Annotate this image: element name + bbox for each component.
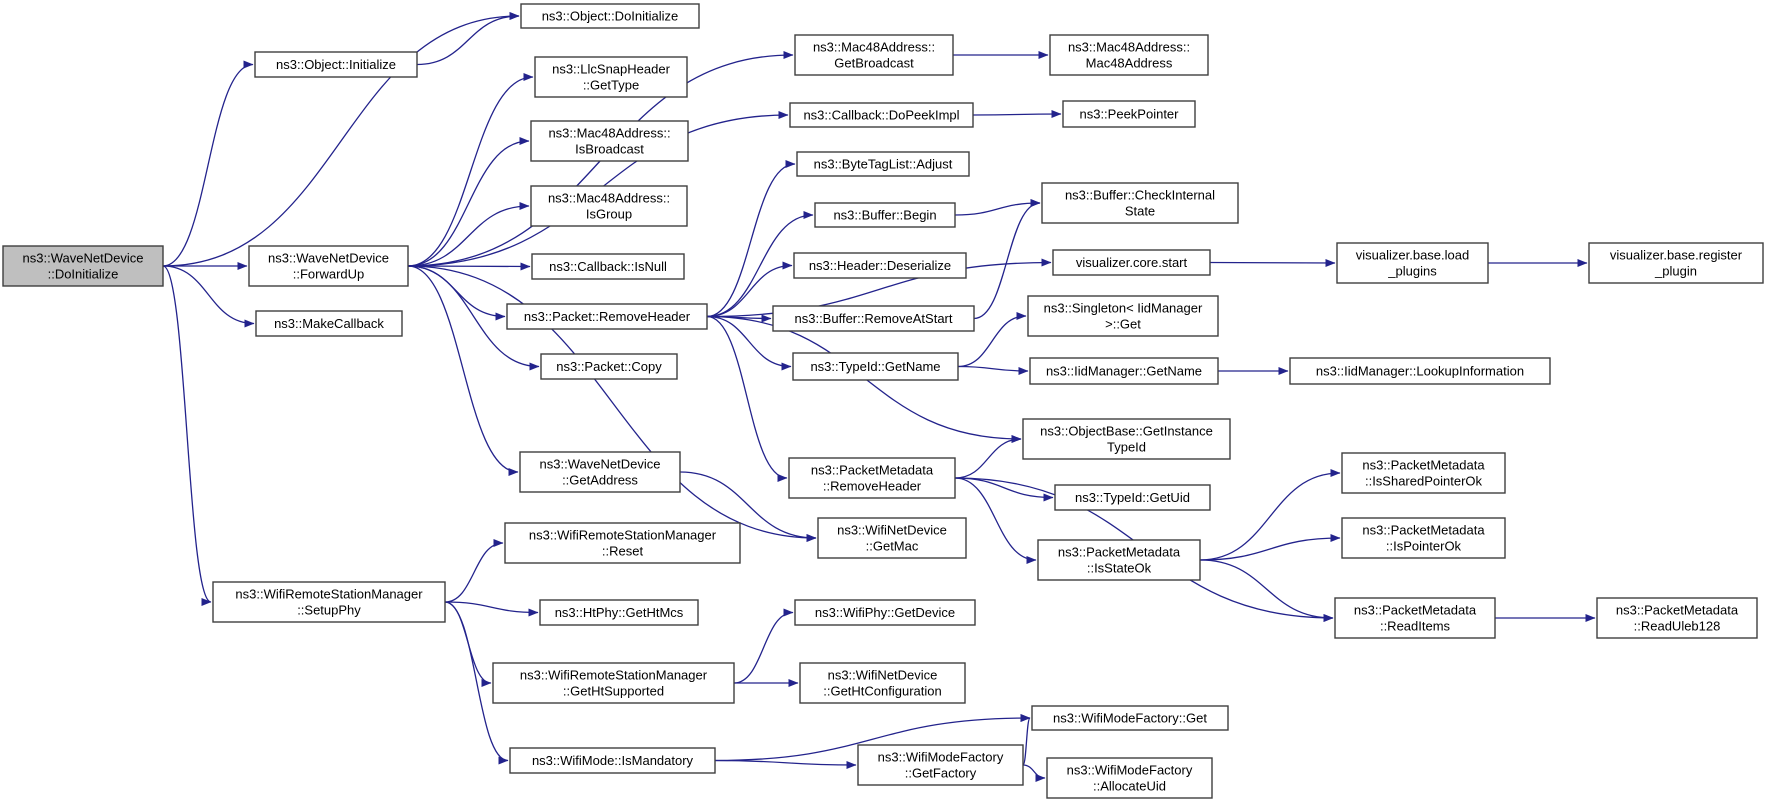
edge-pm_isstateok-to-pm_readitems [1200, 560, 1333, 618]
node-peekpointer[interactable] [1063, 101, 1195, 127]
node-label-setupphy-line0: ns3::WifiRemoteStationManager [235, 586, 423, 602]
edge-pm_removeheader-to-typeid_getuid [955, 478, 1053, 498]
edge-wmf_getfactory-to-wmf_get [1023, 718, 1030, 765]
node-label-mac_isgroup-line0: ns3::Mac48Address:: [547, 190, 671, 206]
node-label-wave_doinit-line1: ::DoInitialize [47, 266, 119, 282]
node-label-wave_getaddress-line0: ns3::WaveNetDevice [539, 456, 661, 472]
node-label-buffer_checkinternalstate-line1: State [1124, 203, 1156, 219]
node-label-llc_gettype-line1: ::GetType [582, 77, 640, 93]
node-label-wave_doinit-line0: ns3::WaveNetDevice [22, 250, 144, 266]
node-mac_mac48address[interactable] [1050, 35, 1208, 75]
node-label-obj_init-line0: ns3::Object::Initialize [276, 57, 396, 72]
node-label-pm_issharedpointerok-line1: ::IsSharedPointerOk [1364, 473, 1483, 489]
node-label-setupphy-line1: ::SetupPhy [297, 602, 361, 618]
node-wifimode_ismandatory[interactable] [510, 748, 715, 773]
node-label-pkt_copy-line0: ns3::Packet::Copy [556, 359, 662, 374]
node-label-objbase_getinstancetypeid-line1: TypeId [1106, 439, 1147, 455]
node-pm_ispointerok[interactable] [1342, 518, 1505, 558]
edge-vis_core_start-to-vis_load_plugins [1210, 263, 1335, 264]
node-wifirsm_reset[interactable] [505, 523, 740, 563]
node-wmf_get[interactable] [1032, 706, 1228, 730]
node-label-wifirsm_reset-line0: ns3::WifiRemoteStationManager [528, 527, 717, 543]
node-vis_load_plugins[interactable] [1337, 243, 1488, 283]
node-label-pm_isstateok-line0: ns3::PacketMetadata [1057, 544, 1181, 560]
node-label-pm_isstateok-line1: ::IsStateOk [1086, 560, 1152, 576]
node-label-wifirsm_gethtsupported-line1: ::GetHtSupported [562, 683, 665, 699]
node-label-singleton_get-line0: ns3::Singleton< IidManager [1043, 300, 1203, 316]
node-label-wmf_allocateuid-line1: ::AllocateUid [1093, 778, 1166, 794]
node-pm_isstateok[interactable] [1038, 540, 1200, 580]
node-label-cb_isnull-line0: ns3::Callback::IsNull [549, 259, 667, 274]
node-mac_getbroadcast[interactable] [795, 35, 953, 75]
node-cb_dopeekimpl[interactable] [790, 103, 973, 127]
edge-obj_init-to-obj_doinit [417, 16, 519, 65]
node-label-singleton_get-line1: >::Get [1105, 316, 1141, 332]
node-wifi_getmac[interactable] [818, 518, 966, 558]
edge-setupphy-to-htphy_gethtmcs [445, 602, 538, 613]
node-mac_isbroadcast[interactable] [531, 121, 688, 161]
node-makecb[interactable] [256, 311, 402, 336]
edge-pm_removeheader-to-objbase_getinstancetypeid [955, 439, 1021, 478]
node-label-llc_gettype-line0: ns3::LlcSnapHeader [552, 61, 670, 77]
node-obj_init[interactable] [255, 52, 417, 77]
node-label-wifiphy_getdevice-line0: ns3::WifiPhy::GetDevice [814, 605, 956, 620]
node-label-wifi_getmac-line1: ::GetMac [865, 538, 919, 554]
node-label-wmf_allocateuid-line0: ns3::WifiModeFactory [1066, 762, 1193, 778]
node-pkt_copy[interactable] [541, 354, 677, 379]
node-setupphy[interactable] [213, 582, 445, 622]
node-bytetaglist_adjust[interactable] [797, 152, 969, 176]
node-iidman_lookupinfo[interactable] [1290, 358, 1550, 384]
node-label-vis_core_start-line0: visualizer.core.start [1075, 255, 1188, 270]
node-forwardup[interactable] [249, 246, 408, 286]
node-label-pm_readitems-line0: ns3::PacketMetadata [1353, 602, 1477, 618]
node-label-vis_register_plugin-line1: _plugin [1655, 263, 1697, 279]
node-singleton_get[interactable] [1028, 296, 1218, 336]
node-label-wave_getaddress-line1: ::GetAddress [562, 472, 638, 488]
node-label-mac_isbroadcast-line1: IsBroadcast [575, 141, 644, 157]
node-wifiphy_getdevice[interactable] [795, 600, 975, 625]
edge-setupphy-to-wifirsm_reset [445, 543, 503, 602]
node-label-pm_removeheader-line1: ::RemoveHeader [822, 478, 922, 494]
node-label-obj_doinit-line0: ns3::Object::DoInitialize [541, 8, 679, 24]
node-label-pm_removeheader-line0: ns3::PacketMetadata [810, 462, 934, 478]
edge-pm_removeheader-to-pm_isstateok [955, 478, 1036, 560]
node-label-peekpointer-line0: ns3::PeekPointer [1079, 106, 1179, 122]
node-label-buffer_begin-line0: ns3::Buffer::Begin [833, 207, 937, 223]
node-mac_isgroup[interactable] [531, 186, 687, 226]
node-typeid_getname[interactable] [793, 353, 958, 380]
edge-cb_dopeekimpl-to-peekpointer [973, 114, 1061, 115]
node-label-forwardup-line0: ns3::WaveNetDevice [268, 250, 389, 266]
node-objbase_getinstancetypeid[interactable] [1023, 419, 1230, 459]
node-label-pm_issharedpointerok-line0: ns3::PacketMetadata [1362, 457, 1485, 473]
node-label-objbase_getinstancetypeid-line0: ns3::ObjectBase::GetInstance [1040, 423, 1213, 439]
edge-forwardup-to-mac_isgroup [408, 206, 529, 266]
node-label-bytetaglist_adjust-line0: ns3::ByteTagList::Adjust [813, 156, 953, 172]
node-label-mac_mac48address-line0: ns3::Mac48Address:: [1067, 39, 1191, 55]
node-label-pkt_removeheader-line0: ns3::Packet::RemoveHeader [523, 309, 691, 324]
node-label-wmf_getfactory-line1: ::GetFactory [904, 765, 977, 781]
node-htphy_gethtmcs[interactable] [540, 600, 698, 625]
edge-wave_doinit-to-obj_init [163, 65, 253, 267]
edge-wmf_getfactory-to-wmf_allocateuid [1023, 765, 1045, 778]
node-label-wifirsm_reset-line1: ::Reset [601, 543, 644, 559]
node-label-wifind_gethtconfig-line0: ns3::WifiNetDevice [827, 667, 938, 683]
node-wmf_allocateuid[interactable] [1047, 758, 1212, 798]
node-label-pm_ispointerok-line1: ::IsPointerOk [1385, 538, 1462, 554]
node-label-buffer_checkinternalstate-line0: ns3::Buffer::CheckInternal [1064, 187, 1216, 203]
node-label-vis_load_plugins-line1: _plugins [1388, 263, 1437, 279]
node-label-vis_register_plugin-line0: visualizer.base.register [1609, 247, 1743, 263]
edge-pkt_removeheader-to-pm_removeheader [707, 317, 787, 479]
node-wave_getaddress[interactable] [520, 452, 680, 492]
edge-wifirsm_gethtsupported-to-wifiphy_getdevice [734, 613, 793, 684]
node-label-wifimode_ismandatory-line0: ns3::WifiMode::IsMandatory [531, 753, 694, 768]
node-pkt_removeheader[interactable] [507, 304, 707, 329]
node-cb_isnull[interactable] [532, 254, 684, 279]
node-pm_readitems[interactable] [1335, 598, 1495, 638]
node-label-pm_readuleb128-line0: ns3::PacketMetadata [1615, 602, 1739, 618]
node-wifirsm_gethtsupported[interactable] [493, 663, 734, 703]
edge-forwardup-to-pkt_removeheader [408, 266, 505, 317]
node-iidman_getname[interactable] [1030, 358, 1218, 384]
node-vis_register_plugin[interactable] [1589, 243, 1763, 283]
node-label-wifirsm_gethtsupported-line0: ns3::WifiRemoteStationManager [519, 667, 708, 683]
edge-typeid_getname-to-iidman_getname [958, 367, 1028, 372]
node-wmf_getfactory[interactable] [858, 745, 1023, 785]
node-llc_gettype[interactable] [535, 57, 687, 97]
node-vis_core_start[interactable] [1053, 250, 1210, 275]
node-wave_doinit[interactable] [3, 246, 163, 286]
node-header_deserialize[interactable] [794, 253, 966, 278]
node-buffer_removeatstart[interactable] [773, 306, 974, 331]
node-label-cb_dopeekimpl-line0: ns3::Callback::DoPeekImpl [803, 107, 960, 123]
node-buffer_begin[interactable] [815, 203, 955, 227]
node-label-mac_mac48address-line1: Mac48Address [1085, 55, 1173, 71]
node-label-forwardup-line1: ::ForwardUp [292, 266, 365, 282]
nodes-layer [3, 4, 1763, 798]
edge-pkt_removeheader-to-bytetaglist_adjust [707, 164, 795, 317]
node-label-header_deserialize-line0: ns3::Header::Deserialize [808, 258, 952, 273]
node-typeid_getuid[interactable] [1055, 485, 1210, 510]
node-label-wmf_get-line0: ns3::WifiModeFactory::Get [1053, 710, 1207, 726]
node-label-vis_load_plugins-line0: visualizer.base.load [1355, 247, 1470, 263]
node-label-wifind_gethtconfig-line1: ::GetHtConfiguration [823, 683, 942, 699]
node-pm_issharedpointerok[interactable] [1342, 453, 1505, 493]
node-label-wifi_getmac-line0: ns3::WifiNetDevice [837, 522, 947, 538]
node-label-typeid_getname-line0: ns3::TypeId::GetName [810, 359, 941, 374]
node-label-mac_isgroup-line1: IsGroup [585, 206, 633, 222]
node-label-makecb-line0: ns3::MakeCallback [274, 316, 384, 331]
node-label-typeid_getuid-line0: ns3::TypeId::GetUid [1075, 490, 1190, 505]
edge-wave_doinit-to-setupphy [163, 266, 211, 602]
node-label-iidman_getname-line0: ns3::IidManager::GetName [1045, 363, 1203, 379]
node-label-pm_ispointerok-line0: ns3::PacketMetadata [1362, 522, 1485, 538]
node-buffer_checkinternalstate[interactable] [1042, 183, 1238, 223]
node-label-htphy_gethtmcs-line0: ns3::HtPhy::GetHtMcs [554, 605, 684, 620]
node-label-pm_readuleb128-line1: ::ReadUleb128 [1633, 618, 1721, 634]
node-pm_readuleb128[interactable] [1597, 598, 1757, 638]
node-label-wmf_getfactory-line0: ns3::WifiModeFactory [877, 749, 1004, 765]
node-label-buffer_removeatstart-line0: ns3::Buffer::RemoveAtStart [794, 311, 953, 326]
node-label-mac_getbroadcast-line0: ns3::Mac48Address:: [812, 39, 936, 55]
node-label-pm_readitems-line1: ::ReadItems [1379, 618, 1451, 634]
edge-wifimode_ismandatory-to-wmf_getfactory [715, 761, 856, 766]
edge-pm_isstateok-to-pm_issharedpointerok [1200, 473, 1340, 560]
node-wifind_gethtconfig[interactable] [800, 663, 965, 703]
node-label-mac_isbroadcast-line0: ns3::Mac48Address:: [548, 125, 671, 141]
node-label-mac_getbroadcast-line1: GetBroadcast [834, 55, 914, 71]
node-obj_doinit[interactable] [521, 4, 699, 28]
node-label-iidman_lookupinfo-line0: ns3::IidManager::LookupInformation [1315, 363, 1525, 379]
node-pm_removeheader[interactable] [789, 458, 955, 498]
